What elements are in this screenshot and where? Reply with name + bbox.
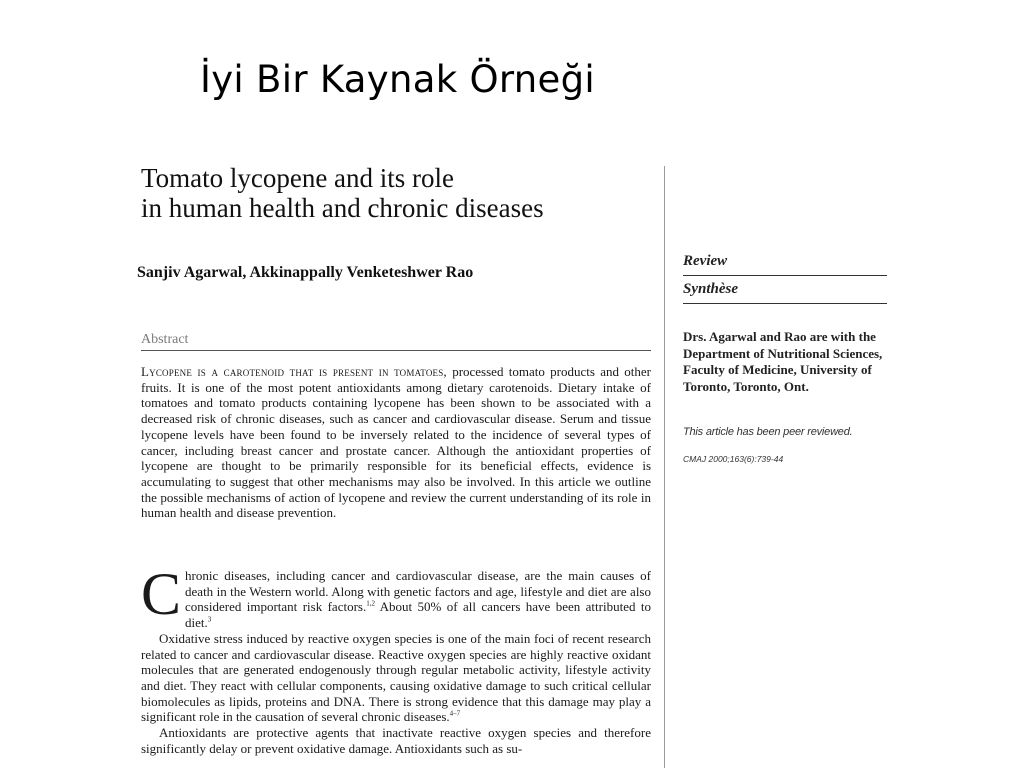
body-paragraph-1-text: hronic diseases, including cancer and cardiovascular disease, are the main causes of death in the Western world. Along with genetic factors and age, lifestyle and diet are also considered important risk factors. bbox=[185, 568, 651, 615]
article-title bbox=[141, 163, 661, 223]
abstract-heading: Abstract bbox=[141, 332, 189, 347]
author-affiliation: Drs. Agarwal and Rao are with the Department of Nutritional Sciences, Faculty of Medicine, University of Toronto, Toronto, Ont. bbox=[683, 329, 883, 394]
body-paragraph-2-text: Oxidative stress induced by reactive oxygen species is one of the main foci of recent research related to cancer and cardiovascular disease. Reactive oxygen species are highly reactive oxidant molecules that are generated endogenously through regular metabolic activity, lifestyle activity and diet. They react with cellular components, causing oxidative damage to such critical cellular biomolecules as lipids, proteins and DNA. There is strong evidence that this damage may play a significant role in the causation of several chronic diseases. bbox=[141, 630, 651, 725]
drop-cap: C bbox=[141, 561, 182, 627]
abstract-text bbox=[141, 364, 651, 521]
article-authors: Sanjiv Agarwal, Akkinappally Venketeshwer Rao bbox=[137, 264, 474, 281]
abstract-lead: Lycopene is a carotenoid that is present in tomatoes, bbox=[141, 364, 447, 379]
synthese-label: Synthèse bbox=[683, 281, 739, 297]
body-paragraph-3: Antioxidants are protective agents that inactivate reactive oxygen species and therefore significantly delay or prevent oxidative damage. Antioxidants such as su- bbox=[141, 725, 651, 756]
body-paragraph-1-text-2: About 50% of all cancers have been attributed to diet. bbox=[185, 599, 651, 631]
footnote-ref: 1,2 bbox=[366, 600, 375, 609]
review-rule bbox=[683, 275, 887, 276]
review-label: Review bbox=[683, 253, 728, 269]
column-divider bbox=[664, 166, 665, 768]
peer-review-note: This article has been peer reviewed. bbox=[683, 426, 853, 438]
abstract-body: processed tomato products and other fruits. It is one of the most potent antioxidants among dietary carotenoids. Dietary intake of tomatoes and tomato products containing lycopene has been shown to be associated with a decreased risk of chronic diseases, such as cancer and cardiovascular disease. Serum and tissue lycopene levels have been found to be inversely related to the incidence of several types of cancer, including breast cancer and prostate cancer. Although the antioxidant properties of lycopene are thought to be primarily responsible for its beneficial effects, evidence is accumulating to suggest that other mechanisms may also be involved. In this article we outline the possible mechanisms of action of lycopene and review the current understanding of its role in human health and disease prevention. bbox=[141, 364, 652, 521]
body-paragraph-1 bbox=[141, 561, 651, 631]
abstract-divider bbox=[141, 350, 651, 351]
synthese-rule bbox=[683, 303, 887, 304]
article-title-line-2: in human health and chronic diseases bbox=[141, 193, 544, 223]
footnote-ref: 3 bbox=[207, 615, 212, 624]
body-paragraph-2 bbox=[141, 631, 651, 725]
article-body bbox=[141, 561, 651, 756]
article-title-line-1: Tomato lycopene and its role bbox=[141, 163, 455, 193]
slide-title: İyi Bir Kaynak Örneği bbox=[200, 58, 595, 101]
footnote-ref: 4–7 bbox=[449, 710, 461, 718]
journal-citation: CMAJ 2000;163(6):739-44 bbox=[683, 454, 784, 464]
